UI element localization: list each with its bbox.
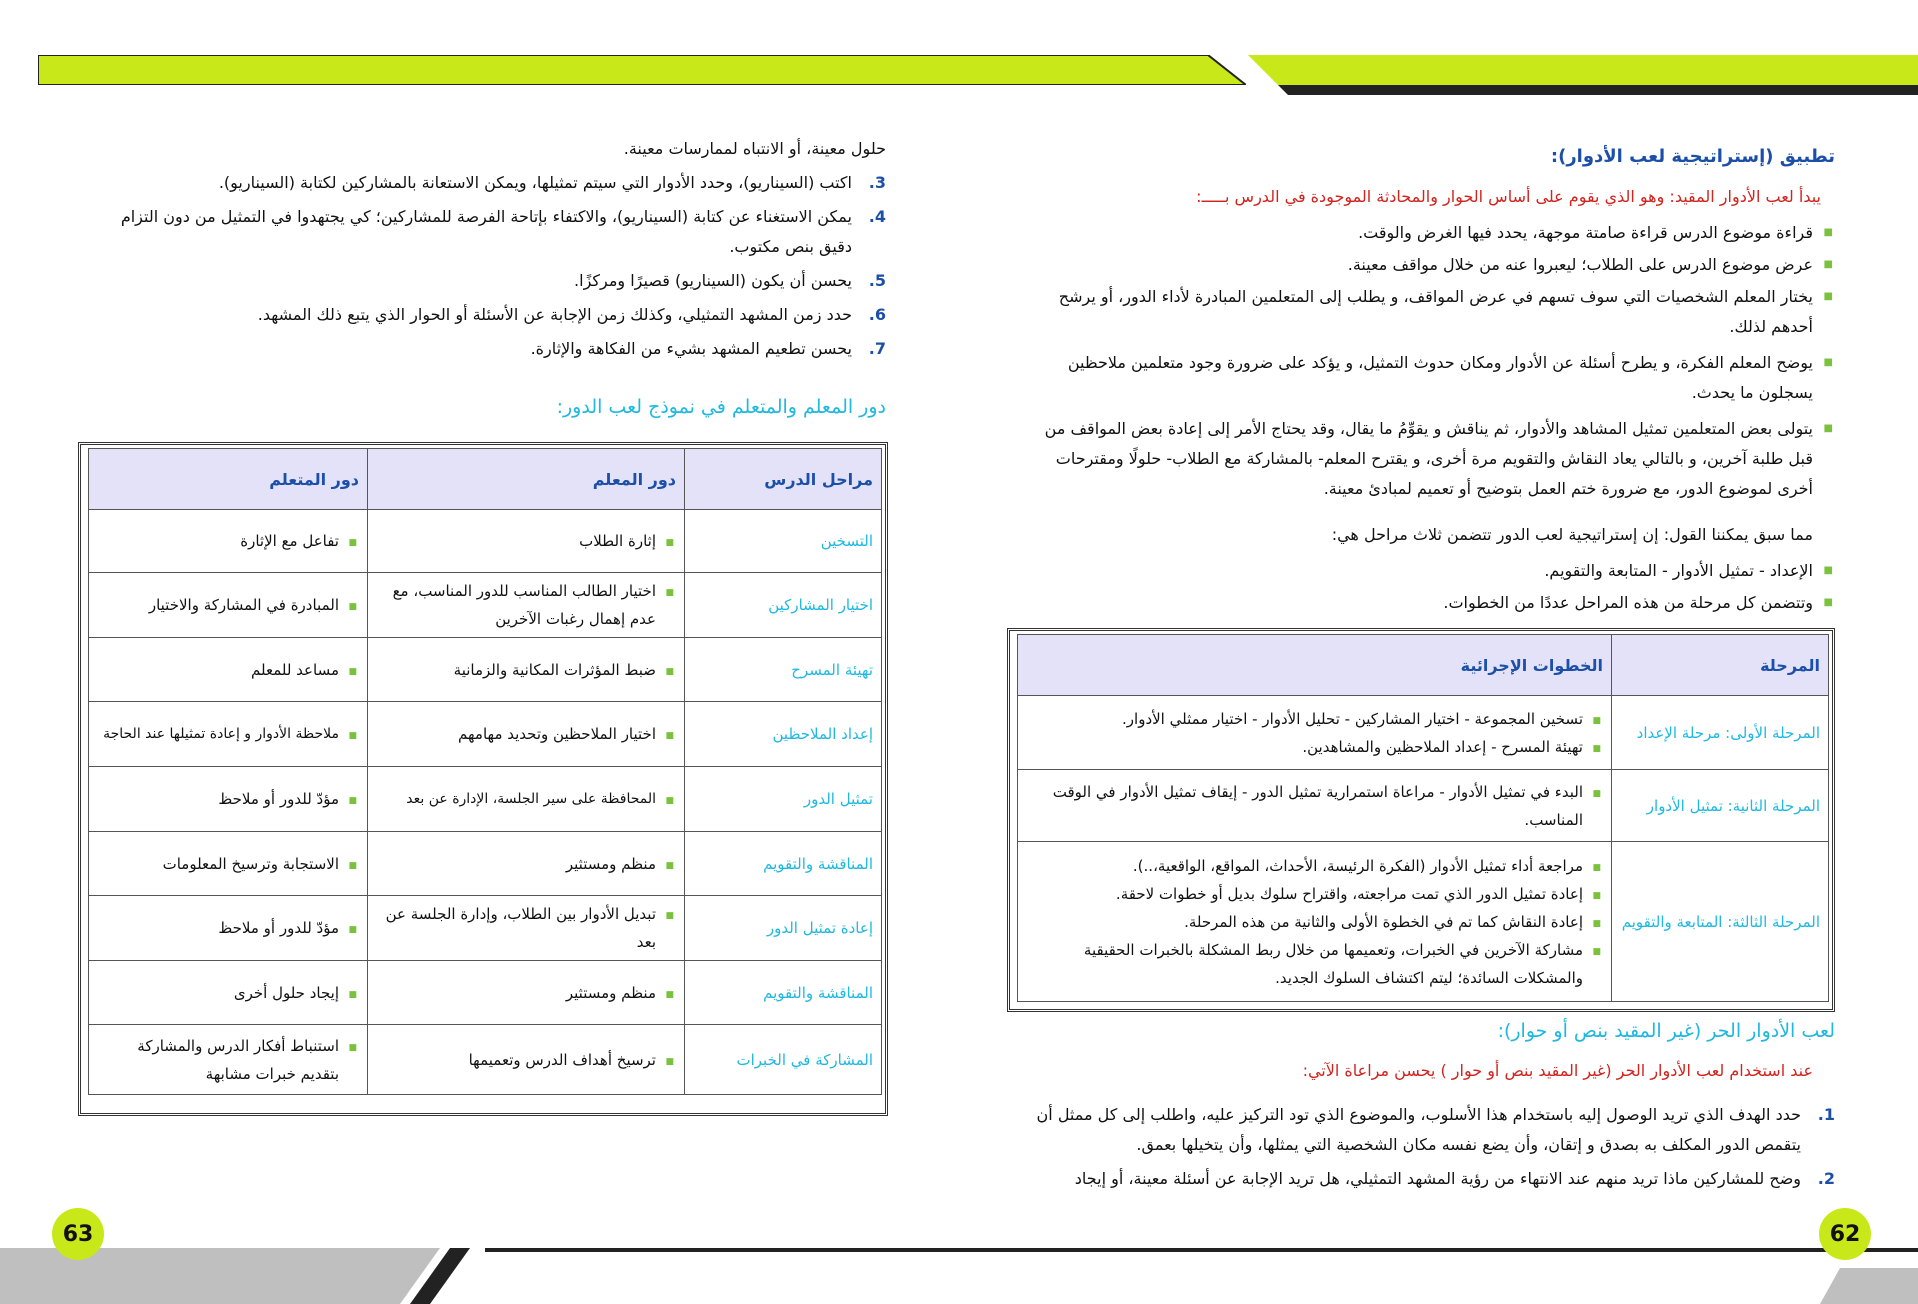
list-item: [84, 334, 886, 364]
item-text: حدد الهدف الذي تريد الوصول إليه باستخدام هذا الأسلوب، والموضوع الذي تود التركيز عليه، واطلب إلى كل ممثل أن يتقمص الدور المكلف به بصدق و إتقان، وأن يضع نفسه مكان الشخصية التي يمثلها، وأن يتخيلها بعمق.: [1036, 1105, 1801, 1154]
table-row: [89, 1025, 882, 1095]
table-row: [89, 702, 882, 767]
learner-role: ■ مؤدّ للدور أو ملاحظ: [97, 785, 359, 813]
step-item: ■ إعادة النقاش كما تم في الخطوة الأولى والثانية من هذه المرحلة.: [1026, 908, 1603, 936]
item-text: يحسن أن يكون (السيناريو) قصيرًا ومركزًا.: [574, 271, 852, 290]
learner-role: ■ استنباط أفكار الدرس والمشاركة بتقديم خبرات مشابهة: [97, 1032, 359, 1088]
table-row: [1018, 842, 1829, 1002]
list-item: ■ قراءة موضوع الدرس قراءة صامتة موجهة، يحدد فيها الغرض والوقت.: [1023, 218, 1835, 248]
table-header-row: [1018, 635, 1829, 696]
teacher-role: ■ اختيار الملاحظين وتحديد مهامهم: [376, 720, 676, 748]
list-item: ■ الإعداد - تمثيل الأدوار - المتابعة والتقويم.: [1023, 556, 1835, 586]
teacher-role: ■ منظم ومستثير: [376, 850, 676, 878]
item-number: 7.: [868, 339, 886, 358]
table-header-stage: المرحلة: [1612, 635, 1829, 696]
table-row: [89, 638, 882, 702]
free-role-red-text: عند استخدام لعب الأدوار الحر (غير المقيد بنص أو حوار ) يحسن مراعاة الآتي:: [1302, 1061, 1813, 1080]
learner-role: ■ المبادرة في المشاركة والاختيار: [97, 591, 359, 619]
step-item: ■ إعادة تمثيل الدور الذي تمت مراجعته، واقتراح سلوك بديل أو خطوات لاحقة.: [1026, 880, 1603, 908]
table-cell-learner: [89, 896, 368, 961]
table-header-stage: مراحل الدرس: [685, 449, 882, 510]
item-number: 2.: [1817, 1169, 1835, 1188]
table-cell-learner: [89, 767, 368, 832]
table-header-row: [89, 449, 882, 510]
continuation-text: حلول معينة، أو الانتباه لممارسات معينة.: [623, 139, 886, 158]
list-item: [1023, 1100, 1835, 1160]
table-cell-learner: [89, 638, 368, 702]
table-cell-learner: [89, 1025, 368, 1095]
table-cell-stage: التسخين: [685, 510, 882, 573]
item-number: 1.: [1817, 1105, 1835, 1124]
step-item: ■ مشاركة الآخرين في الخبرات، وتعميمها من خلال ربط المشكلة بالخبرات الحقيقية والمشكلات السائدة؛ ليتم اكتشاف السلوك الجديد.: [1026, 936, 1603, 992]
table-header-learner: دور المتعلم: [89, 449, 368, 510]
table-cell-teacher: [368, 896, 685, 961]
free-role-numbered-list: [1023, 1100, 1835, 1194]
item-number: 4.: [868, 207, 886, 226]
item-number: 5.: [868, 271, 886, 290]
list-item: [1023, 1164, 1835, 1194]
table-cell-stage: تهيئة المسرح: [685, 638, 882, 702]
item-number: 6.: [868, 305, 886, 324]
item-text: اكتب (السيناريو)، وحدد الأدوار التي سيتم تمثيلها، ويمكن الاستعانة بالمشاركين لكتابة (السيناريو).: [218, 173, 852, 192]
stages-table: [1017, 634, 1829, 1002]
step-item: ■ تسخين المجموعة - اختيار المشاركين - تحليل الأدوار - اختيار ممثلي الأدوار.: [1026, 705, 1603, 733]
item-text: يحسن تطعيم المشهد بشيء من الفكاهة والإثارة.: [530, 339, 852, 358]
teacher-role: ■ منظم ومستثير: [376, 979, 676, 1007]
page-number-right: 62: [1819, 1208, 1871, 1260]
teacher-role: ■ اختيار الطالب المناسب للدور المناسب، مع عدم إهمال رغبات الآخرين: [376, 577, 676, 633]
table-row: [1018, 696, 1829, 770]
table-cell-steps: [1018, 770, 1612, 842]
free-role-title: لعب الأدوار الحر (غير المقيد بنص أو حوار):: [1497, 1020, 1835, 1042]
table-row: [89, 961, 882, 1025]
table-cell-teacher: [368, 510, 685, 573]
table-cell-teacher: [368, 1025, 685, 1095]
list-item: ■ يتولى بعض المتعلمين تمثيل المشاهد والأدوار، ثم يناقش و يقوِّمُ ما يقال، وقد يحتاج الأمر إلى إعادة بعض المواقف من قبل طلبة آخرين، و بالتالي يعاد النقاش والتقويم مرة أخرى، و يقترح المعلم- بالمشاركة مع الطلاب- حلولًا ومقترحات أخرى لموضوع الدور، مع ضرورة ختم العمل بتوضيح أو تعميم لمبادئ معينة.: [1023, 414, 1835, 504]
step-item: ■ مراجعة أداء تمثيل الأدوار (الفكرة الرئيسة، الأحداث، المواقع، الواقعية،..).: [1026, 852, 1603, 880]
list-item: ■ يوضح المعلم الفكرة، و يطرح أسئلة عن الأدوار ومكان حدوث التمثيل، و يؤكد على ضرورة وجود متعلمين ملاحظين يسجلون ما يحدث.: [1023, 348, 1835, 408]
step-item: ■ تهيئة المسرح - إعداد الملاحظين والمشاهدين.: [1026, 733, 1603, 761]
table-cell-learner: [89, 702, 368, 767]
table-cell-stage: إعداد الملاحظين: [685, 702, 882, 767]
right-page: [1010, 0, 1835, 1304]
intro-red-text: يبدأ لعب الأدوار المقيد: وهو الذي يقوم على أساس الحوار والمحادثة الموجودة في الدرس بـــــ:: [1196, 187, 1821, 206]
list-item: [84, 168, 886, 198]
teacher-role: ■ إثارة الطلاب: [376, 527, 676, 555]
table-cell-teacher: [368, 702, 685, 767]
table-cell-stage: المرحلة الثانية: تمثيل الأدوار: [1612, 770, 1829, 842]
table-cell-stage: المناقشة والتقويم: [685, 961, 882, 1025]
table-cell-learner: [89, 573, 368, 638]
summary-bullet-list: [1023, 556, 1835, 618]
table-cell-stage: إعادة تمثيل الدور: [685, 896, 882, 961]
table-cell-steps: [1018, 842, 1612, 1002]
left-page: [84, 0, 886, 1304]
item-text: وضح للمشاركين ماذا تريد منهم عند الانتهاء من رؤية المشهد التمثيلي، هل تريد الإجابة عن أسئلة معينة، أو إيجاد: [1074, 1169, 1801, 1188]
learner-role: ■ ملاحظة الأدوار و إعادة تمثيلها عند الحاجة: [97, 720, 359, 748]
list-item: [84, 202, 886, 262]
right-page-title: تطبيق (إستراتيجية لعب الأدوار):: [1550, 146, 1835, 167]
table-cell-teacher: [368, 832, 685, 896]
learner-role: ■ تفاعل مع الإثارة: [97, 527, 359, 555]
teacher-role: ■ المحافظة على سير الجلسة، الإدارة عن بعد: [376, 785, 676, 813]
table-row: [89, 896, 882, 961]
table-cell-steps: [1018, 696, 1612, 770]
item-text: يمكن الاستغناء عن كتابة (السيناريو)، والاكتفاء بإتاحة الفرصة للمشاركين؛ كي يجتهدوا في التمثيل من دون التزام دقيق بنص مكتوب.: [120, 207, 852, 256]
summary-text: مما سبق يمكننا القول: إن إستراتيجية لعب الدور تتضمن ثلاث مراحل هي:: [1331, 525, 1813, 544]
learner-role: ■ مؤدّ للدور أو ملاحظ: [97, 914, 359, 942]
step-item: ■ البدء في تمثيل الأدوار - مراعاة استمرارية تمثيل الدور - إيقاف تمثيل الأدوار في الوقت المناسب.: [1026, 778, 1603, 834]
teacher-role: ■ تبديل الأدوار بين الطلاب، وإدارة الجلسة عن بعد: [376, 900, 676, 956]
table-row: [89, 510, 882, 573]
learner-role: ■ مساعد للمعلم: [97, 656, 359, 684]
roles-table: [88, 448, 882, 1095]
table-cell-teacher: [368, 767, 685, 832]
table-cell-teacher: [368, 961, 685, 1025]
page-number-left: 63: [52, 1208, 104, 1260]
list-item: ■ يختار المعلم الشخصيات التي سوف تسهم في عرض المواقف، و يطلب إلى المتعلمين المبادرة لأداء الدور، أو يرشح أحدهم لذلك.: [1023, 282, 1835, 342]
table-header-steps: الخطوات الإجرائية: [1018, 635, 1612, 696]
table-cell-teacher: [368, 638, 685, 702]
left-numbered-list: [84, 168, 886, 364]
list-item: ■ وتتضمن كل مرحلة من هذه المراحل عددًا من الخطوات.: [1023, 588, 1835, 618]
table-cell-stage: المرحلة الأولى: مرحلة الإعداد: [1612, 696, 1829, 770]
table-row: [89, 573, 882, 638]
table-row: [89, 832, 882, 896]
table-cell-learner: [89, 961, 368, 1025]
table-row: [1018, 770, 1829, 842]
table-header-teacher: دور المعلم: [368, 449, 685, 510]
table-row: [89, 767, 882, 832]
table-cell-learner: [89, 832, 368, 896]
table-cell-stage: اختيار المشاركين: [685, 573, 882, 638]
table-cell-stage: المرحلة الثالثة: المتابعة والتقويم: [1612, 842, 1829, 1002]
item-text: حدد زمن المشهد التمثيلي، وكذلك زمن الإجابة عن الأسئلة أو الحوار الذي يتبع ذلك المشهد.: [257, 305, 852, 324]
teacher-role: ■ ترسيخ أهداف الدرس وتعميمها: [376, 1046, 676, 1074]
item-number: 3.: [868, 173, 886, 192]
table-cell-stage: تمثيل الدور: [685, 767, 882, 832]
steps-bullet-list: [1023, 218, 1835, 504]
learner-role: ■ إيجاد حلول أخرى: [97, 979, 359, 1007]
table-cell-learner: [89, 510, 368, 573]
list-item: [84, 300, 886, 330]
list-item: [84, 266, 886, 296]
list-item: ■ عرض موضوع الدرس على الطلاب؛ ليعبروا عنه من خلال مواقف معينة.: [1023, 250, 1835, 280]
teacher-role: ■ ضبط المؤثرات المكانية والزمانية: [376, 656, 676, 684]
learner-role: ■ الاستجابة وترسيخ المعلومات: [97, 850, 359, 878]
table-cell-stage: المشاركة في الخبرات: [685, 1025, 882, 1095]
table-cell-teacher: [368, 573, 685, 638]
roles-table-title: دور المعلم والمتعلم في نموذج لعب الدور:: [556, 396, 886, 418]
table-cell-stage: المناقشة والتقويم: [685, 832, 882, 896]
